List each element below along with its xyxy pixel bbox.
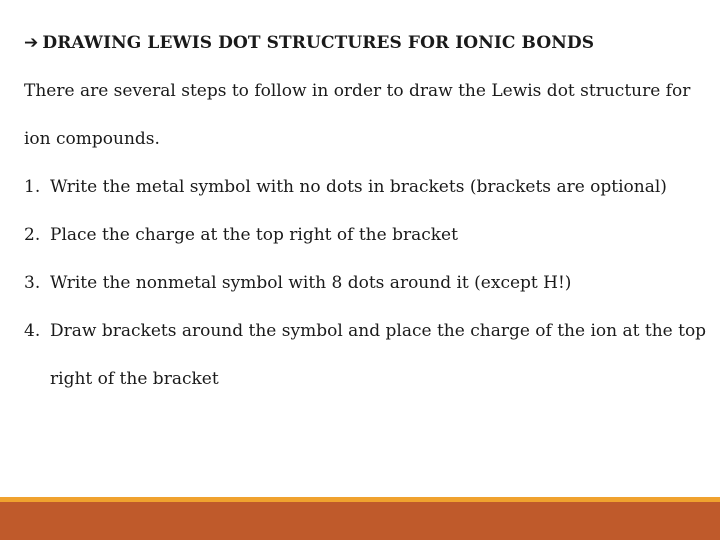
slide-heading [24, 33, 594, 53]
footer-accent-bar [0, 502, 720, 540]
list-item-text: Write the nonmetal symbol with 8 dots around it (except H!) [50, 273, 572, 293]
list-item [24, 177, 667, 197]
list-item [24, 273, 571, 293]
list-item-text: Place the charge at the top right of the bracket [50, 225, 458, 245]
list-item-number: 1. [24, 177, 41, 197]
list-item-number: 2. [24, 225, 41, 245]
intro-line-1: There are several steps to follow in order to draw the Lewis dot structure for [24, 81, 691, 101]
list-item-text: Draw brackets around the symbol and place the charge of the ion at the top [50, 321, 707, 341]
right-arrow-icon: ➔ [24, 33, 39, 53]
list-item [24, 225, 458, 245]
list-item [24, 321, 706, 341]
list-item-number: 3. [24, 273, 41, 293]
list-item-text: Write the metal symbol with no dots in brackets (brackets are optional) [50, 177, 667, 197]
list-item-continuation: right of the bracket [50, 369, 219, 389]
heading-text: DRAWING LEWIS DOT STRUCTURES FOR IONIC BONDS [42, 33, 595, 53]
intro-line-2: ion compounds. [24, 129, 160, 149]
list-item-number: 4. [24, 321, 41, 341]
